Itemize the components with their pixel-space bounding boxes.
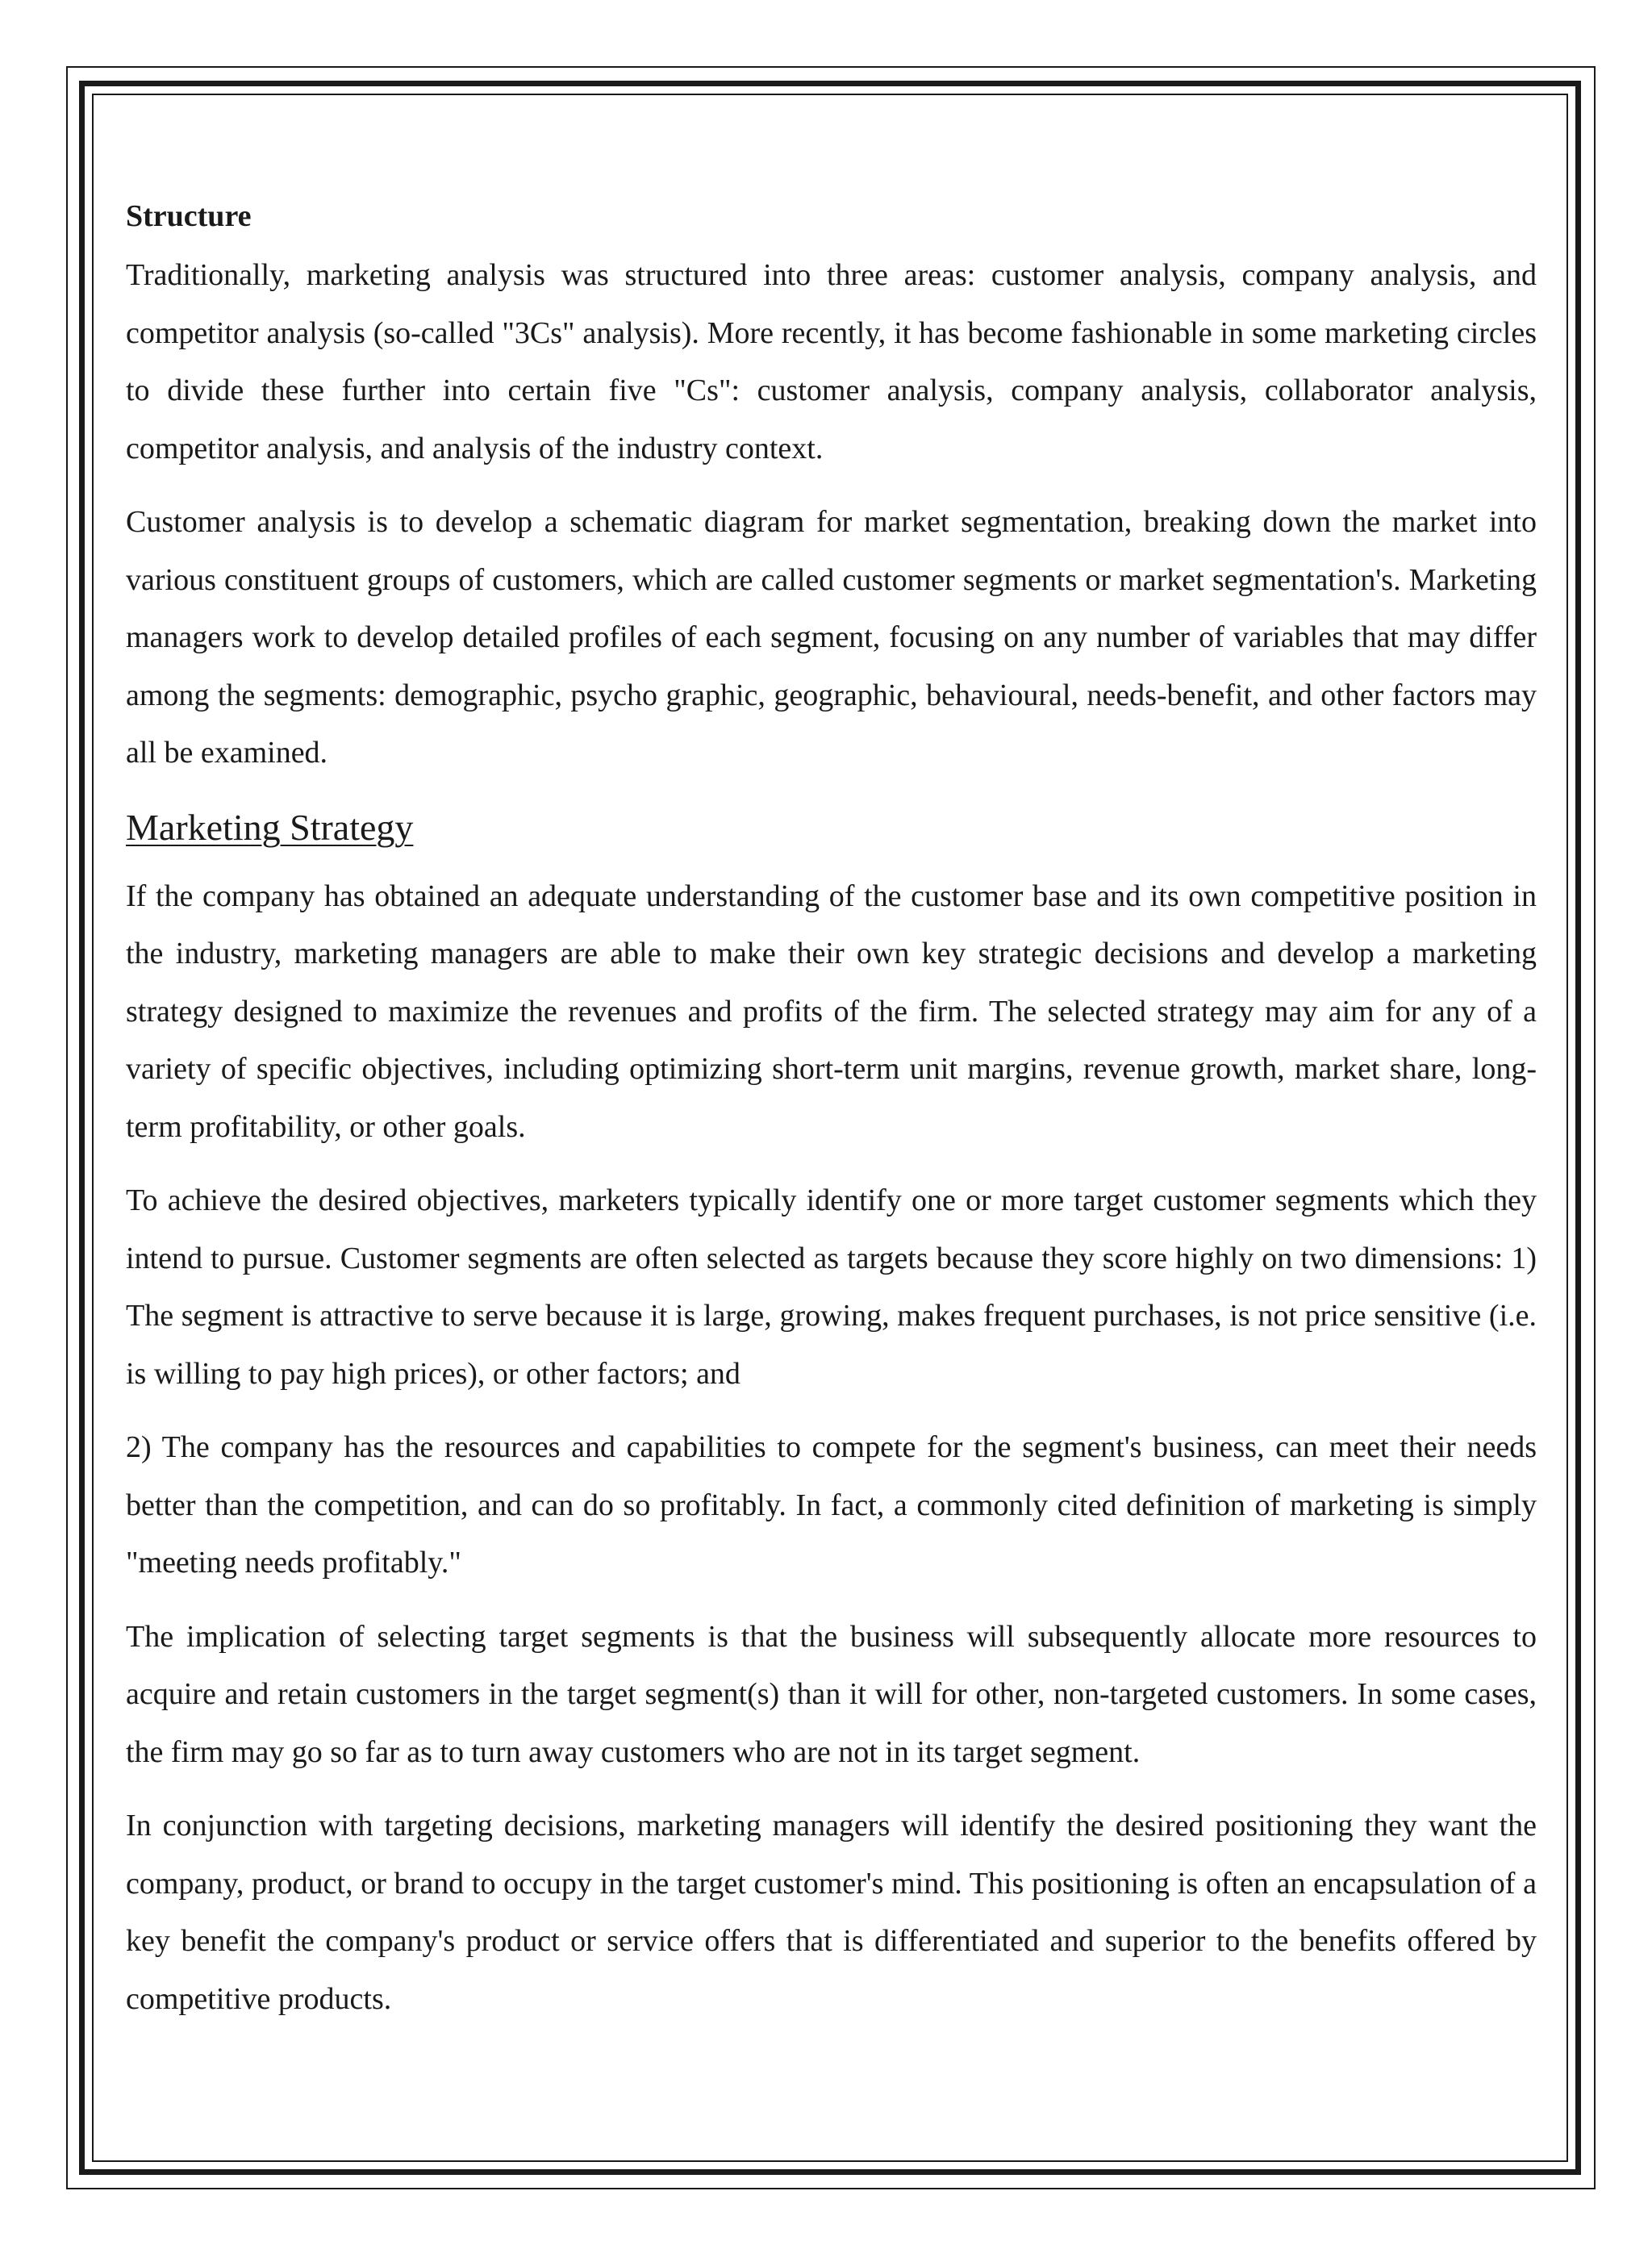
paragraph-company-resources: 2) The company has the resources and capabilities to compete for the segment's business, can meet their needs better than the competition, and can do so profitably. In fact, a commonly cited definition of marketing is simply "meeting needs profitably." [126,1430,1537,1580]
paragraph-implication: The implication of selecting target segments is that the business will subsequently allocate more resources to acquire and retain customers in the target segment(s) than it will for other, non-targeted customers. In some cases, the firm may go so far as to turn away customers who are not in its target segment. [126,1619,1537,1769]
paragraph-positioning: In conjunction with targeting decisions, marketing managers will identify the desired positioning they want the company, product, or brand to occupy in the target customer's mind. This positioning is often an encapsulation of a key benefit the company's product or service offers that is differentiated and superior to the benefits offered by competitive products. [126,1809,1537,2016]
paragraph-customer-analysis: Customer analysis is to develop a schematic diagram for market segmentation, breaking down the market into various constituent groups of customers, which are called customer segments or market segmentation's. Marketing managers work to develop detailed profiles of each segment, focusing on any number of variables that may differ among the segments: demographic, psycho graphic, geographic, behavioural, needs-benefit, and other factors may all be examined. [126,505,1537,770]
paragraph-target-segments: To achieve the desired objectives, marketers typically identify one or more target customer segments which they intend to pursue. Customer segments are often selected as targets because they score highly on two dimensions: 1) The segment is attractive to serve because it is large, growing, makes frequent purchases, is not price sensitive (i.e. is willing to pay high prices), or other factors; and [126,1183,1537,1391]
paragraph-strategy-decisions: If the company has obtained an adequate understanding of the customer base and its own competitive position in the industry, marketing managers are able to make their own key strategic decisions and develop a marketing strategy designed to maximize the revenues and profits of the firm. The selected strategy may aim for any of a variety of specific objectives, including optimizing short-term unit margins, revenue growth, market share, long-term profitability, or other goals. [126,879,1537,1144]
section-heading-marketing-strategy: Marketing Strategy [126,806,414,848]
document-body [126,187,1537,2044]
paragraph-3cs-analysis: Traditionally, marketing analysis was structured into three areas: customer analysis, company analysis, and competitor analysis (so-called "3Cs" analysis). More recently, it has become fashionable in some marketing circles to divide these further into certain five "Cs": customer analysis, company analysis, collaborator analysis, competitor analysis, and analysis of the industry context. [126,258,1537,465]
section-heading-structure: Structure [126,199,252,233]
